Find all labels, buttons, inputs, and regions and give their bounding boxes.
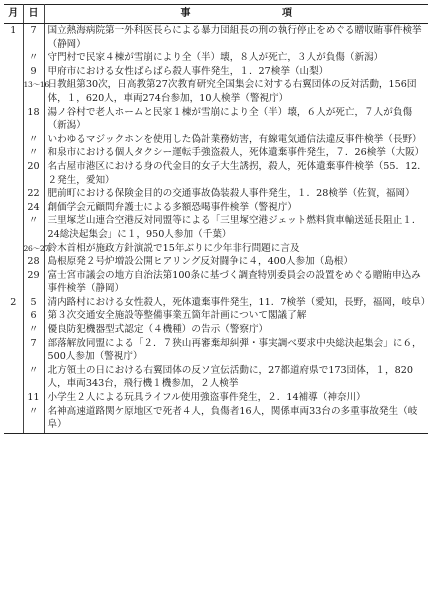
row-text: 創価学会元顧問弁護士による多額恐喝事件検挙（警視庁）	[47, 201, 297, 213]
table-row	[4, 296, 428, 310]
table-row	[4, 24, 428, 52]
row-text: 和泉市における個人タクシー運転手強盗殺人，死体遺棄事件発生，７．26検挙（大阪）	[47, 147, 425, 159]
row-day: 〃	[23, 214, 44, 241]
row-day: 5	[23, 296, 44, 310]
table-row	[4, 65, 428, 79]
table-row	[4, 106, 428, 133]
row-text: 優良防犯機器型式認定（４機種）の告示（警察庁）	[47, 324, 269, 336]
row-month	[4, 391, 23, 405]
row-month	[4, 255, 23, 269]
row-month	[4, 65, 23, 79]
row-text: 小学生２人による玩具ライフル使用強盗事件発生，２．14補導（神奈川）	[47, 392, 366, 404]
row-day: 〃	[23, 146, 44, 160]
row-day: 〃	[23, 323, 44, 337]
table-header-row	[4, 5, 428, 24]
header-month: 月	[4, 5, 23, 24]
row-day: 18	[23, 106, 44, 133]
row-text: 清内路村における女性殺人，死体遺棄事件発生，11．7検挙（愛知，長野，福岡，岐阜）	[47, 296, 431, 308]
row-day: 29	[23, 269, 44, 296]
row-day: 6	[23, 309, 44, 323]
row-text: 富士宮市議会の地方自治法第100条に基づく調査特別委員会の設置をめぐる贈賄申込み事件検挙（静岡）	[47, 269, 421, 295]
row-text: 島根原発２号炉増設公開ヒアリング反対闘争に４，400人参加（島根）	[47, 256, 354, 268]
table-row	[4, 51, 428, 65]
row-day: 20	[23, 160, 44, 187]
row-text: 部落解放同盟による「２．７狭山再審棄却糾弾・事実調べ要求中央総決起集会」に６，500人参加（警視庁）	[47, 337, 422, 363]
row-month	[4, 364, 23, 391]
table-row	[4, 133, 428, 147]
chronology-table	[4, 4, 431, 434]
row-month	[4, 133, 23, 147]
row-month	[4, 187, 23, 201]
table-row	[4, 309, 428, 323]
row-day: 28	[23, 255, 44, 269]
row-day: 11	[23, 391, 44, 405]
row-text: 日教組第30次，日高教第27次教育研究全国集会に対する右翼団体の反対活動，156団体，１，620人，車両274台参加，10人検挙（警視庁）	[47, 79, 417, 104]
row-text: 名古屋市港区における身の代金目的女子大生誘拐，殺人，死体遺棄事件検挙（55．12．２発生，愛知）	[47, 160, 427, 186]
row-day: 〃	[23, 51, 44, 65]
row-day: 7	[23, 337, 44, 364]
row-day: 〃	[23, 133, 44, 147]
row-text: 守門村で民家４棟が雪崩により全（半）壊，８人が死亡，３人が負傷（新潟）	[47, 52, 384, 64]
header-item: 事 項	[44, 5, 428, 24]
row-month	[4, 106, 23, 133]
table-row	[4, 201, 428, 215]
row-day: 〃	[23, 405, 44, 434]
row-month	[4, 51, 23, 65]
table-row	[4, 391, 428, 405]
row-day: 13～16	[23, 78, 44, 105]
table-row	[4, 255, 428, 269]
row-month	[4, 337, 23, 364]
row-text: 国立熱海病院第一外科医長らによる暴力団組長の刑の執行停止をめぐる贈収賄事件検挙（静岡）	[47, 25, 422, 50]
row-month: 2	[4, 296, 23, 310]
row-day: 7	[23, 24, 44, 52]
row-month: 1	[4, 24, 23, 52]
table-row	[4, 405, 428, 434]
row-month	[4, 269, 23, 296]
row-month	[4, 160, 23, 187]
table-row	[4, 269, 428, 296]
table-row	[4, 323, 428, 337]
row-day: 〃	[23, 364, 44, 391]
row-month	[4, 405, 23, 434]
row-text: 北方領土の日における右翼団体の反ソ宣伝活動に，27都道府県で173団体，１，820人，車両343台，飛行機１機参加，２人検挙	[47, 364, 413, 390]
table-row	[4, 187, 428, 201]
row-day: 24	[23, 201, 44, 215]
row-day: 26～27	[23, 242, 44, 256]
row-month	[4, 201, 23, 215]
table-row	[4, 146, 428, 160]
table-row	[4, 337, 428, 364]
row-month	[4, 146, 23, 160]
table-row	[4, 160, 428, 187]
table-body	[4, 24, 431, 434]
row-day: 22	[23, 187, 44, 201]
row-month	[4, 323, 23, 337]
row-text: 甲府市における女性ばらばら殺人事件発生，１．27検挙（山梨）	[47, 65, 329, 77]
row-text: 湯ノ谷村で老人ホームと民家１棟が雪崩により全（半）壊，６人が死亡，７人が負傷（新潟）	[47, 106, 413, 132]
row-text: いわゆるマジックホンを使用した偽計業務妨害，有線電気通信法違反事件検挙（長野）	[47, 133, 422, 145]
table-row	[4, 242, 428, 256]
table-row	[4, 364, 428, 391]
row-month	[4, 78, 23, 105]
row-day: 9	[23, 65, 44, 79]
row-text: 三里塚芝山連合空港反対同盟等による「三里塚空港ジェット燃料貨車輸送延長阻止１．24総決起集会」に１，950人参加（千葉）	[47, 215, 422, 240]
table-row	[4, 78, 428, 105]
table-row	[4, 214, 428, 241]
row-text: 名神高速道路関ケ原地区で死者４人，負傷者16人，関係車両33台の多重事故発生（岐阜）	[44, 405, 428, 434]
row-month	[4, 242, 23, 256]
row-month	[4, 309, 23, 323]
row-month	[4, 214, 23, 241]
row-text: 鈴木首相が施政方針演説で15年ぶりに少年非行問題に言及	[47, 242, 300, 254]
header-day: 日	[23, 5, 44, 24]
row-text: 第３次交通安全施設等整備事業五箇年計画について閣議了解	[47, 310, 307, 322]
row-text: 肥前町における保険金目的の交通事故偽装殺人事件発生，１．28検挙（佐賀，福岡）	[47, 188, 415, 200]
